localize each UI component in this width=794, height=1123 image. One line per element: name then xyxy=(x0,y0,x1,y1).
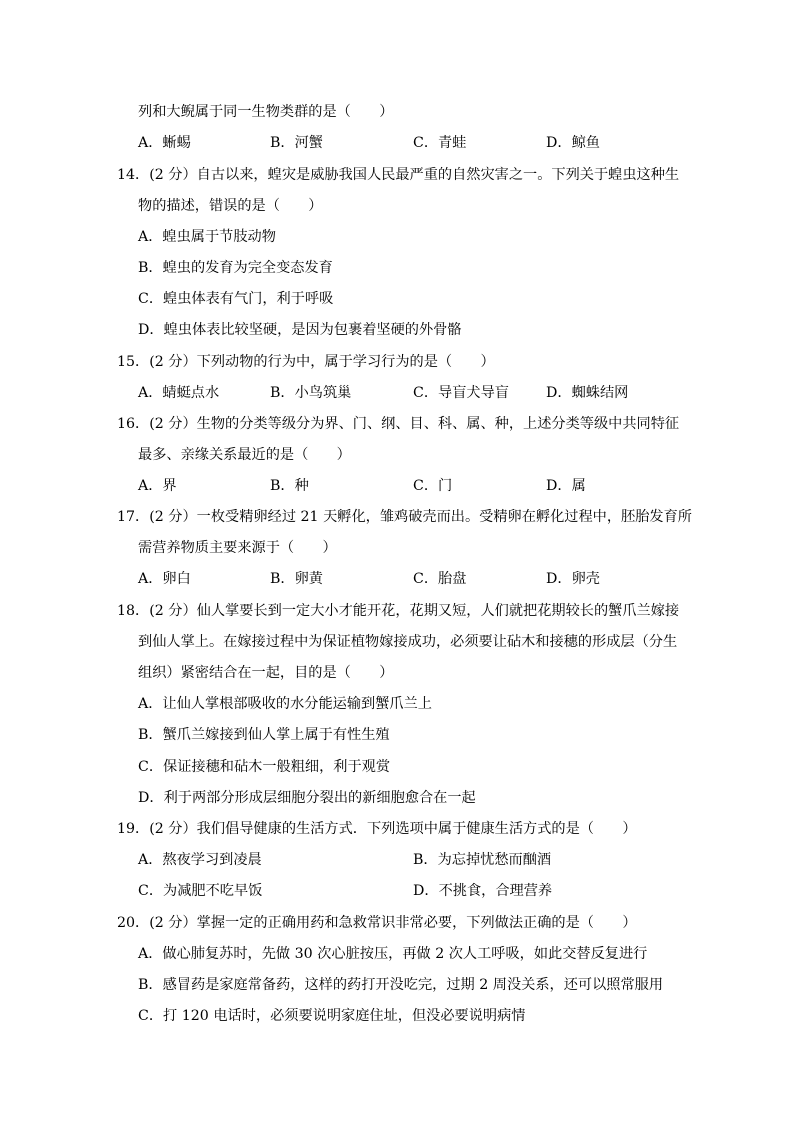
q20-option-c: C．打 120 电话时，必须要说明家庭住址，但没必要说明病情 xyxy=(138,1008,526,1024)
q18-stem-line2: 到仙人掌上。在嫁接过程中为保证植物嫁接成功，必须要让砧木和接穗的形成层（分生 xyxy=(138,634,678,650)
q16-option-c: C．门 xyxy=(413,478,453,494)
q18-stem-line1: 18．(2 分）仙人掌要长到一定大小才能开花，花期又短，人们就把花期较长的蟹爪兰嫁接 xyxy=(117,603,680,619)
q14-option-c: C．蝗虫体表有气门，利于呼吸 xyxy=(138,291,334,307)
q17-option-c: C．胎盘 xyxy=(413,571,467,587)
q15-stem-line1: 15．(2 分）下列动物的行为中，属于学习行为的是（ ） xyxy=(117,354,495,370)
q13-option-c: C．青蛙 xyxy=(413,135,467,151)
q13-option-a: A．蜥蜴 xyxy=(138,135,191,151)
q20-stem-line1: 20．(2 分）掌握一定的正确用药和急救常识非常必要，下列做法正确的是（ ） xyxy=(117,915,637,931)
q18-option-d: D．利于两部分形成层细胞分裂出的新细胞愈合在一起 xyxy=(138,790,476,806)
q18-option-c: C．保证接穗和砧木一般粗细，利于观赏 xyxy=(138,759,391,775)
q14-option-a: A．蝗虫属于节肢动物 xyxy=(138,229,276,245)
q20-option-b: B．感冒药是家庭常备药，这样的药打开没吃完，过期 2 周没关系，还可以照常服用 xyxy=(138,977,664,993)
q19-option-c: C．为减肥不吃早饭 xyxy=(138,883,263,899)
q13-option-b: B．河蟹 xyxy=(270,135,323,151)
q17-option-d: D．卵壳 xyxy=(546,571,600,587)
q13-option-d: D．鲸鱼 xyxy=(546,135,600,151)
q16-stem-line1: 16．(2 分）生物的分类等级分为界、门、纲、目、科、属、种，上述分类等级中共同特征 xyxy=(117,416,680,432)
q17-option-a: A．卵白 xyxy=(138,571,191,587)
q17-option-b: B．卵黄 xyxy=(270,571,323,587)
q20-option-a: A．做心肺复苏时，先做 30 次心脏按压，再做 2 次人工呼吸，如此交替反复进行 xyxy=(138,946,648,962)
q14-option-d: D．蝗虫体表比较坚硬，是因为包裹着坚硬的外骨骼 xyxy=(138,322,462,338)
q18-option-a: A．让仙人掌根部吸收的水分能运输到蟹爪兰上 xyxy=(138,696,432,712)
q15-option-c: C．导盲犬导盲 xyxy=(413,385,509,401)
q14-option-b: B．蝗虫的发育为完全变态发育 xyxy=(138,260,333,276)
q19-option-d: D．不挑食，合理营养 xyxy=(413,883,553,899)
q16-stem-line2: 最多、亲缘关系最近的是（ ） xyxy=(138,447,351,463)
q17-stem-line2: 需营养物质主要来源于（ ） xyxy=(138,540,337,556)
q14-stem-line2: 物的描述，错误的是（ ） xyxy=(138,198,323,214)
q19-stem-line1: 19．(2 分）我们倡导健康的生活方式．下列选项中属于健康生活方式的是（ ） xyxy=(117,821,637,837)
q15-option-d: D．蜘蛛结网 xyxy=(546,385,629,401)
q15-option-a: A．蜻蜓点水 xyxy=(138,385,220,401)
q14-stem-line1: 14．(2 分）自古以来，蝗灾是威胁我国人民最严重的自然灾害之一。下列关于蝗虫这种生 xyxy=(117,167,680,183)
q16-option-d: D．属 xyxy=(546,478,586,494)
q16-option-b: B．种 xyxy=(270,478,309,494)
q19-option-a: A．熬夜学习到凌晨 xyxy=(138,852,262,868)
q18-option-b: B．蟹爪兰嫁接到仙人掌上属于有性生殖 xyxy=(138,727,390,743)
q17-stem-line1: 17．(2 分）一枚受精卵经过 21 天孵化，雏鸡破壳而出。受精卵在孵化过程中，胚胎发育所 xyxy=(117,509,692,525)
q13-stem: 列和大鲵属于同一生物类群的是（ ） xyxy=(138,104,394,120)
q18-stem-line3: 组织）紧密结合在一起，目的是（ ） xyxy=(138,665,394,681)
q15-option-b: B．小鸟筑巢 xyxy=(270,385,352,401)
q19-option-b: B．为忘掉忧愁而酗酒 xyxy=(413,852,552,868)
q16-option-a: A．界 xyxy=(138,478,177,494)
